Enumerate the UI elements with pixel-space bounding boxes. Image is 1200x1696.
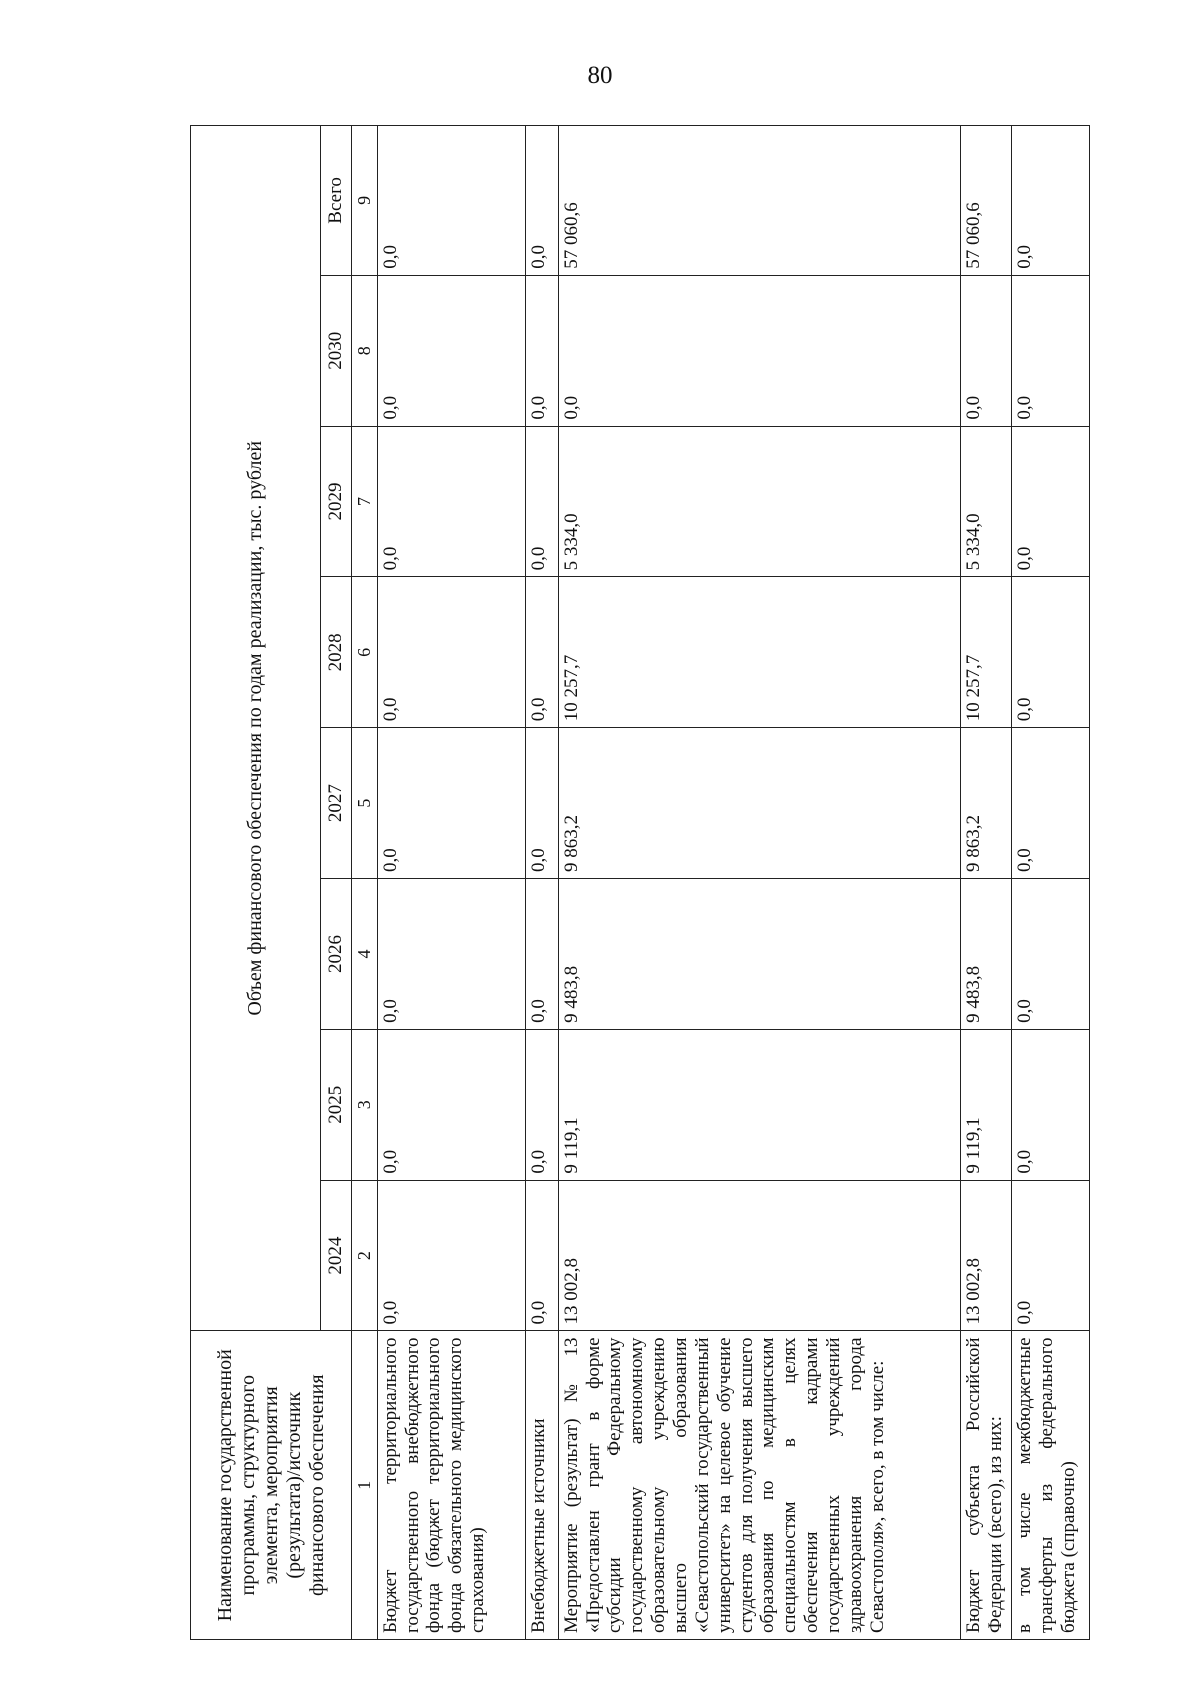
column-number: 9 xyxy=(352,126,378,276)
row-value: 0,0 xyxy=(961,275,1012,426)
row-label: Мероприятие (результат) № 13 «Предоставлен грант в форме субсидии Федеральному государственному автономному образовательному учреждению высшего образования «Севастопольский государственный университет» на целевое обучение студентов для получения высшего образования по медицинским специальностям в целях обеспечения кадрами государственных учреждений здравоохранения города Севастополя», всего, в том числе: xyxy=(558,1331,960,1640)
row-value: 0,0 xyxy=(525,879,558,1030)
column-numbers-row xyxy=(352,126,378,1640)
row-value: 9 119,1 xyxy=(961,1029,1012,1180)
row-value: 0,0 xyxy=(377,1180,525,1331)
table-row xyxy=(377,126,525,1640)
row-value: 5 334,0 xyxy=(961,426,1012,577)
column-number: 6 xyxy=(352,577,378,728)
total-header: Всего xyxy=(321,126,352,276)
header-volume: Объем финансового обеспечения по годам реализации, тыс. рублей xyxy=(191,126,321,1331)
row-value: 0,0 xyxy=(1012,1029,1090,1180)
year-header: 2030 xyxy=(321,275,352,426)
row-value: 0,0 xyxy=(377,275,525,426)
year-header: 2027 xyxy=(321,728,352,879)
row-total: 0,0 xyxy=(525,126,558,276)
column-number: 3 xyxy=(352,1029,378,1180)
row-label: Бюджет субъекта Российской Федерации (всего), из них: xyxy=(961,1331,1012,1640)
financing-table xyxy=(190,125,1090,1640)
year-header: 2026 xyxy=(321,879,352,1030)
row-value: 0,0 xyxy=(558,275,960,426)
page-number: 80 xyxy=(587,62,613,89)
header-name: Наименование государственной программы, структурного элемента, мероприятия (результата)/источник финансового обеспечения xyxy=(191,1331,352,1640)
row-value: 0,0 xyxy=(1012,275,1090,426)
column-number: 2 xyxy=(352,1180,378,1331)
table-row xyxy=(558,126,960,1640)
row-value: 0,0 xyxy=(377,879,525,1030)
row-value: 0,0 xyxy=(525,1180,558,1331)
row-value: 10 257,7 xyxy=(558,577,960,728)
row-value: 9 483,8 xyxy=(558,879,960,1030)
year-header: 2024 xyxy=(321,1180,352,1331)
table-row xyxy=(1012,126,1090,1640)
row-value: 9 119,1 xyxy=(558,1029,960,1180)
table-row xyxy=(961,126,1012,1640)
row-value: 0,0 xyxy=(377,426,525,577)
column-number: 7 xyxy=(352,426,378,577)
year-header: 2029 xyxy=(321,426,352,577)
row-value: 0,0 xyxy=(377,728,525,879)
row-value: 0,0 xyxy=(525,426,558,577)
column-number: 1 xyxy=(352,1331,378,1640)
row-value: 0,0 xyxy=(1012,577,1090,728)
row-value: 0,0 xyxy=(525,275,558,426)
row-total: 57 060,6 xyxy=(961,126,1012,276)
row-value: 0,0 xyxy=(525,577,558,728)
row-value: 13 002,8 xyxy=(961,1180,1012,1331)
header-row xyxy=(191,126,321,1640)
row-value: 0,0 xyxy=(377,1029,525,1180)
row-value: 5 334,0 xyxy=(558,426,960,577)
row-value: 0,0 xyxy=(1012,1180,1090,1331)
column-number: 5 xyxy=(352,728,378,879)
column-number: 4 xyxy=(352,879,378,1030)
row-total: 0,0 xyxy=(1012,126,1090,276)
row-value: 10 257,7 xyxy=(961,577,1012,728)
row-value: 0,0 xyxy=(525,728,558,879)
row-total: 0,0 xyxy=(377,126,525,276)
row-value: 9 863,2 xyxy=(558,728,960,879)
row-label: Внебюджетные источники xyxy=(525,1331,558,1640)
row-value: 0,0 xyxy=(1012,426,1090,577)
row-value: 13 002,8 xyxy=(558,1180,960,1331)
row-value: 0,0 xyxy=(1012,728,1090,879)
year-header: 2025 xyxy=(321,1029,352,1180)
row-label: Бюджет территориального государственного внебюджетного фонда (бюджет территориального фонда обязательного медицинского страхования) xyxy=(377,1331,525,1640)
row-value: 0,0 xyxy=(525,1029,558,1180)
year-header: 2028 xyxy=(321,577,352,728)
column-number: 8 xyxy=(352,275,378,426)
table-row xyxy=(525,126,558,1640)
row-label: в том числе межбюджетные трансферты из федерального бюджета (справочно) xyxy=(1012,1331,1090,1640)
row-total: 57 060,6 xyxy=(558,126,960,276)
row-value: 9 863,2 xyxy=(961,728,1012,879)
rotated-table-wrapper xyxy=(190,125,1090,1640)
row-value: 0,0 xyxy=(1012,879,1090,1030)
row-value: 0,0 xyxy=(377,577,525,728)
row-value: 9 483,8 xyxy=(961,879,1012,1030)
